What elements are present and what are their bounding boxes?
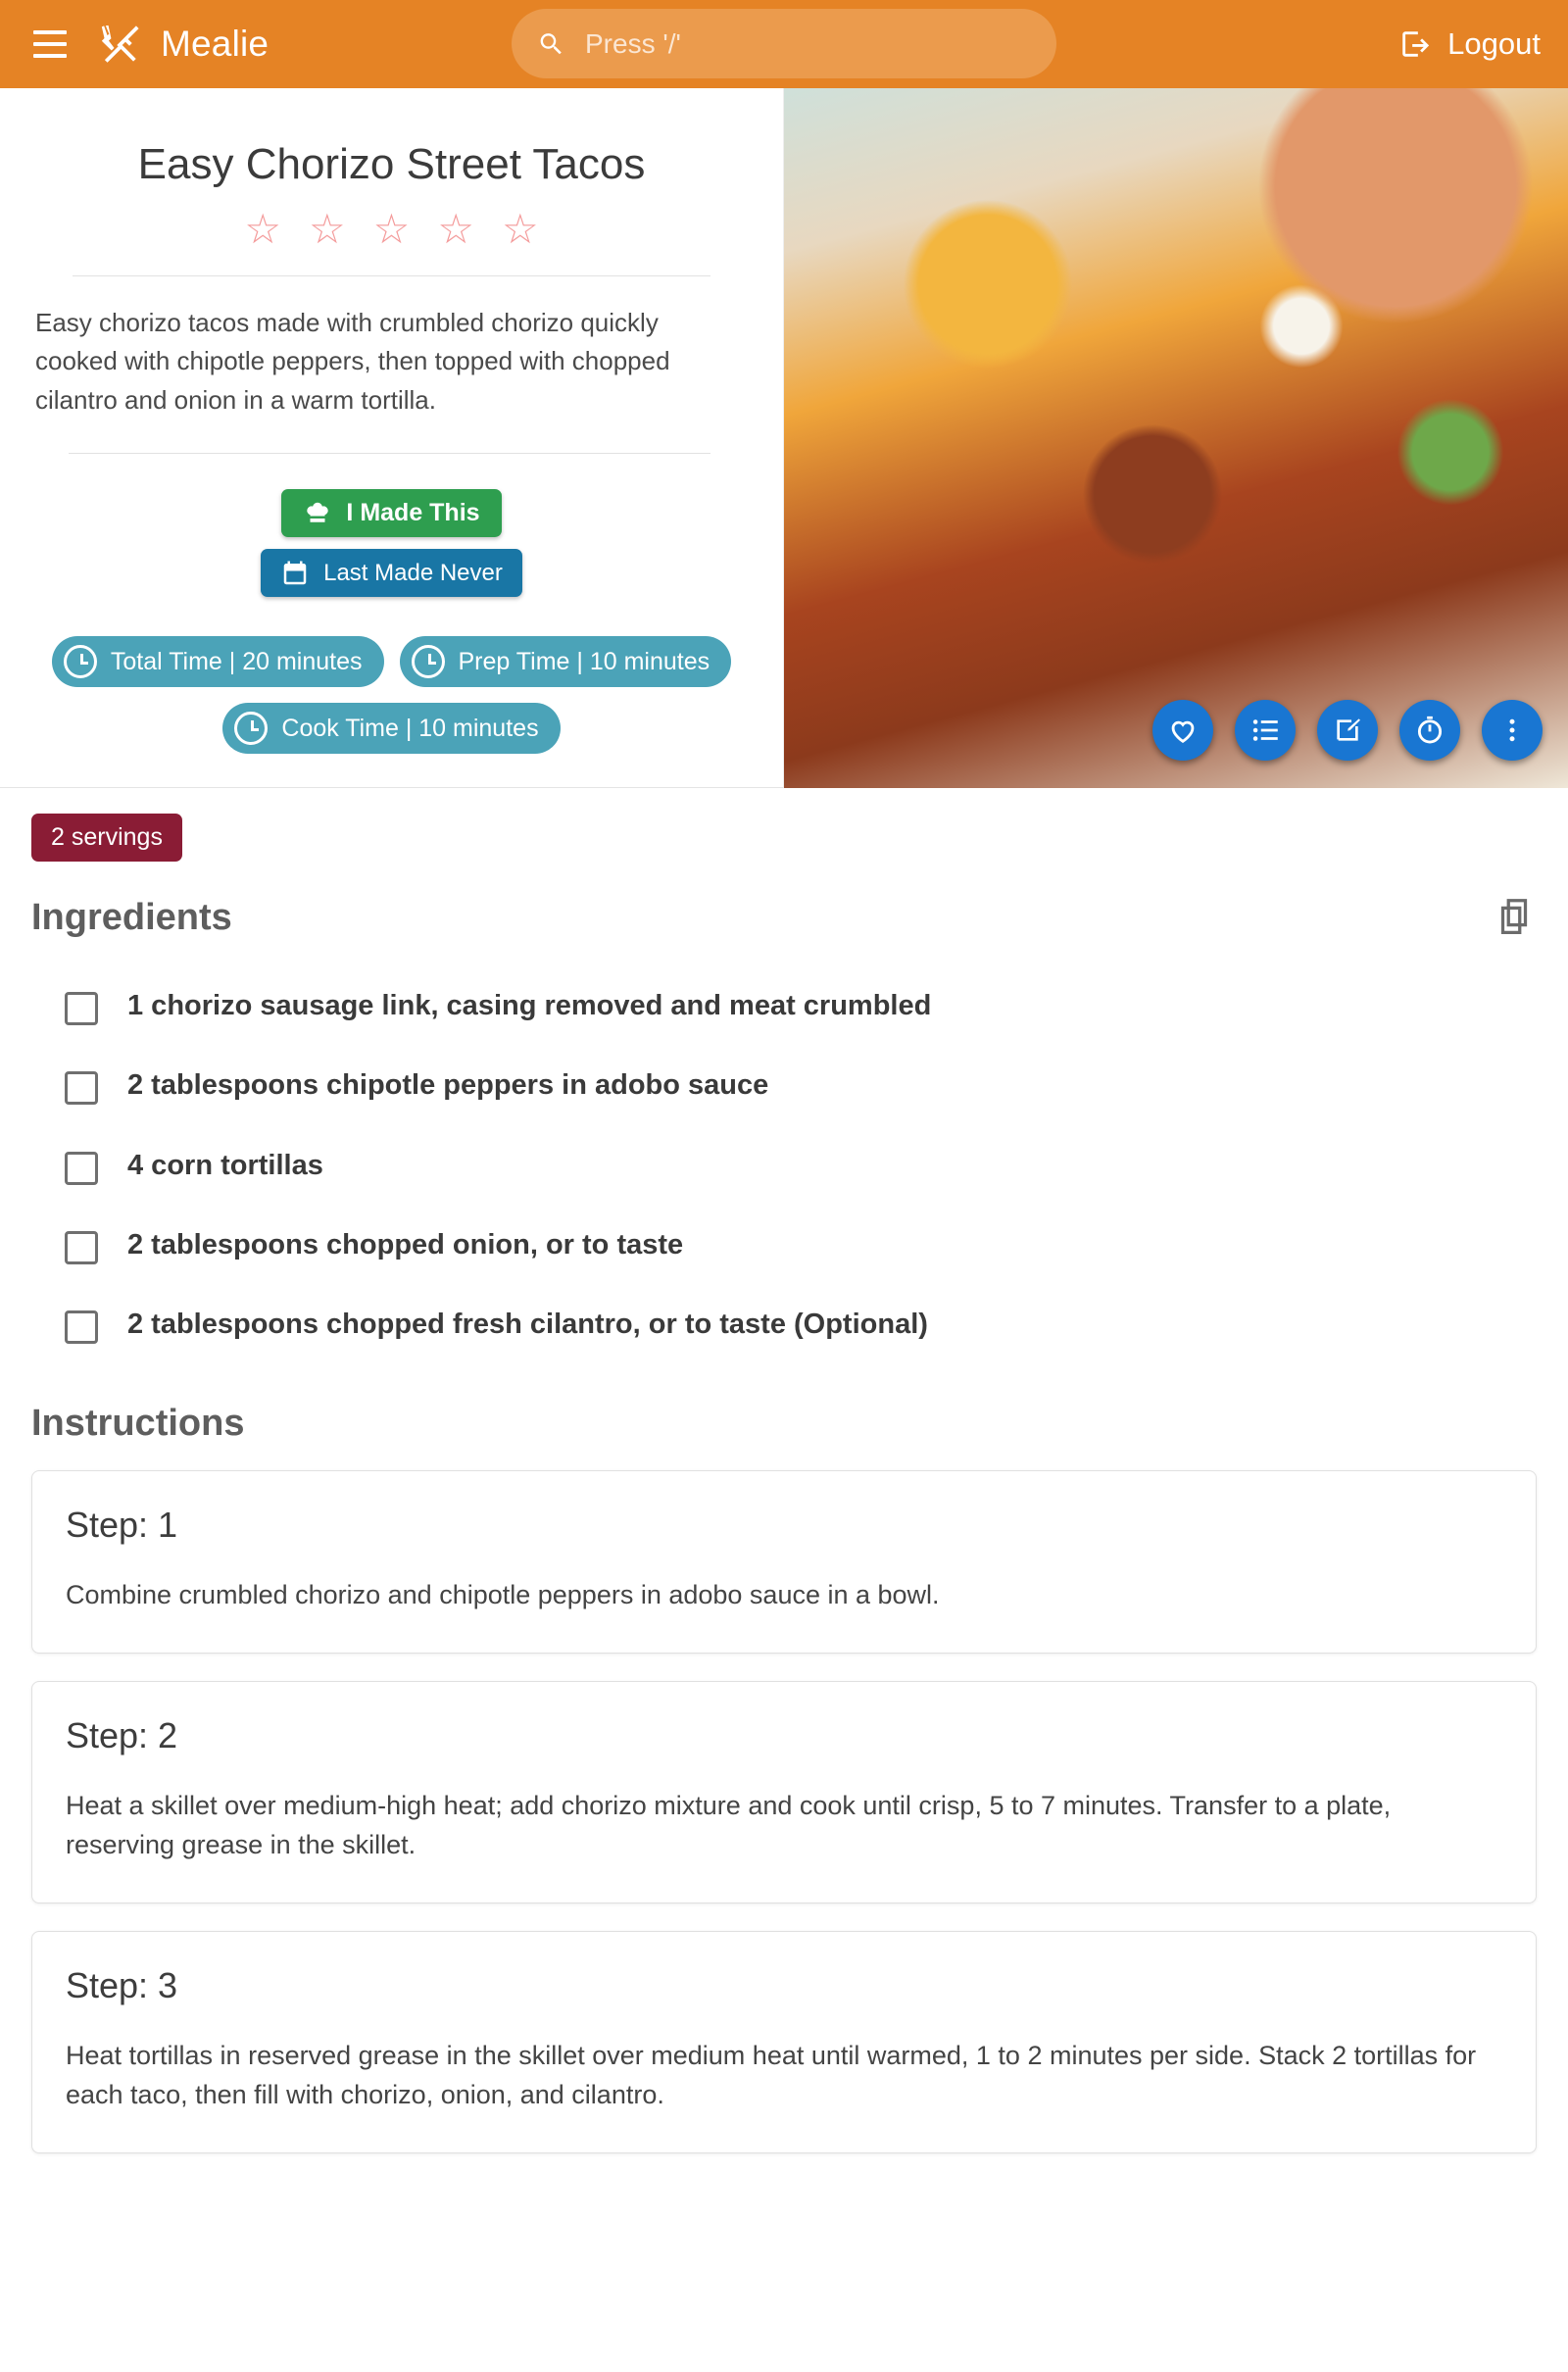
copy-icon[interactable]: [1492, 895, 1537, 940]
ingredient-checkbox[interactable]: [65, 992, 98, 1025]
made-controls: [33, 489, 750, 597]
star-3[interactable]: ☆: [372, 205, 411, 252]
step-title: Step: 2: [66, 1714, 178, 1755]
step-text: Combine crumbled chorizo and chipotle peppers in adobo sauce in a bowl.: [66, 1580, 940, 1610]
dots-vertical-icon: [1497, 716, 1527, 745]
timer-button[interactable]: [1399, 700, 1460, 761]
hamburger-menu-icon[interactable]: [22, 16, 78, 73]
brand-name: Mealie: [161, 24, 270, 64]
i-made-this-button[interactable]: [281, 489, 501, 537]
ingredient-text: 2 tablespoons chopped onion, or to taste: [127, 1228, 684, 1260]
logout-button[interactable]: [1398, 26, 1541, 62]
step-title: Step: 3: [66, 1964, 178, 2005]
last-made-label: Last Made Never: [323, 559, 503, 586]
recipe-summary: [0, 88, 784, 788]
recipe-hero: [0, 88, 1568, 788]
ingredient-checkbox[interactable]: [65, 1231, 98, 1264]
rating-stars[interactable]: [33, 205, 750, 252]
i-made-this-label: I Made This: [346, 499, 480, 527]
page-title: Easy Chorizo Street Tacos: [137, 140, 646, 188]
search-icon: [537, 28, 565, 60]
search-input[interactable]: [583, 27, 1031, 61]
list-item[interactable]: [31, 1207, 1537, 1286]
servings-badge[interactable]: 2 servings: [31, 814, 182, 862]
star-2[interactable]: ☆: [309, 205, 346, 252]
ingredient-text: 4 corn tortillas: [127, 1149, 323, 1181]
clock-icon: [64, 645, 97, 678]
list-item[interactable]: [31, 1127, 1537, 1207]
total-time-chip[interactable]: [52, 636, 384, 687]
instruction-step[interactable]: [31, 1681, 1537, 1903]
search-box[interactable]: [512, 9, 1056, 78]
instruction-step[interactable]: [31, 1931, 1537, 2153]
shopping-list-button[interactable]: [1235, 700, 1296, 761]
heart-icon: [1166, 714, 1200, 747]
image-action-bar: [1152, 700, 1543, 761]
star-5[interactable]: ☆: [501, 205, 539, 252]
ingredient-text: 2 tablespoons chopped fresh cilantro, or to taste (Optional): [127, 1308, 928, 1340]
favorite-button[interactable]: [1152, 700, 1213, 761]
logout-label: Logout: [1447, 26, 1541, 61]
star-1[interactable]: ☆: [244, 205, 282, 252]
total-time-label: Total Time | 20 minutes: [110, 647, 363, 675]
step-text: Heat tortillas in reserved grease in the skillet over medium heat until warmed, 1 to 2 minutes per side. Stack 2 tortillas for each taco, then fill with chorizo, onion, and cilantro.: [66, 2040, 1477, 2110]
chef-hat-icon: [303, 499, 332, 528]
list-item[interactable]: [31, 1047, 1537, 1126]
ingredient-checkbox[interactable]: [65, 1310, 98, 1344]
clock-icon: [412, 645, 445, 678]
more-options-button[interactable]: [1482, 700, 1543, 761]
logout-icon: [1398, 27, 1432, 61]
step-text: Heat a skillet over medium-high heat; add chorizo mixture and cook until crisp, 5 to 7 minutes. Transfer to a plate, reserving grease in the skillet.: [66, 1790, 1392, 1860]
prep-time-label: Prep Time | 10 minutes: [458, 647, 710, 675]
fork-knife-icon: [98, 22, 143, 67]
star-4[interactable]: ☆: [437, 205, 474, 252]
app-bar: [0, 0, 1568, 88]
brand[interactable]: [98, 22, 269, 67]
cook-time-chip[interactable]: [222, 703, 560, 754]
last-made-button[interactable]: [261, 549, 522, 597]
ingredient-checkbox[interactable]: [65, 1071, 98, 1105]
ingredient-text: 1 chorizo sausage link, casing removed and meat crumbled: [127, 990, 932, 1022]
ingredients-list: [0, 940, 1568, 1365]
timer-icon: [1413, 714, 1446, 747]
ingredients-header: [0, 862, 1568, 940]
recipe-photo: [784, 88, 1568, 788]
list-add-icon: [1249, 714, 1282, 747]
time-chip-row: [33, 636, 750, 754]
edit-button[interactable]: [1317, 700, 1378, 761]
prep-time-chip[interactable]: [400, 636, 732, 687]
instructions-list: [0, 1445, 1568, 2193]
pencil-square-icon: [1332, 715, 1363, 746]
step-title: Step: 1: [66, 1505, 178, 1546]
ingredient-text: 2 tablespoons chipotle peppers in adobo sauce: [127, 1069, 769, 1102]
recipe-image: [784, 88, 1568, 788]
instructions-heading: Instructions: [31, 1403, 245, 1445]
ingredients-heading: Ingredients: [31, 896, 232, 938]
calendar-icon: [280, 559, 310, 588]
instruction-step[interactable]: [31, 1470, 1537, 1654]
list-item[interactable]: [31, 1286, 1537, 1365]
recipe-description: Easy chorizo tacos made with crumbled chorizo quickly cooked with chipotle peppers, then topped with chopped cilantro and onion in a warm tortilla.: [35, 307, 670, 415]
list-item[interactable]: [31, 967, 1537, 1047]
servings-area: [0, 788, 1568, 862]
cook-time-label: Cook Time | 10 minutes: [281, 714, 539, 742]
clock-icon: [234, 712, 268, 745]
ingredient-checkbox[interactable]: [65, 1152, 98, 1185]
divider-bottom: [69, 453, 710, 454]
